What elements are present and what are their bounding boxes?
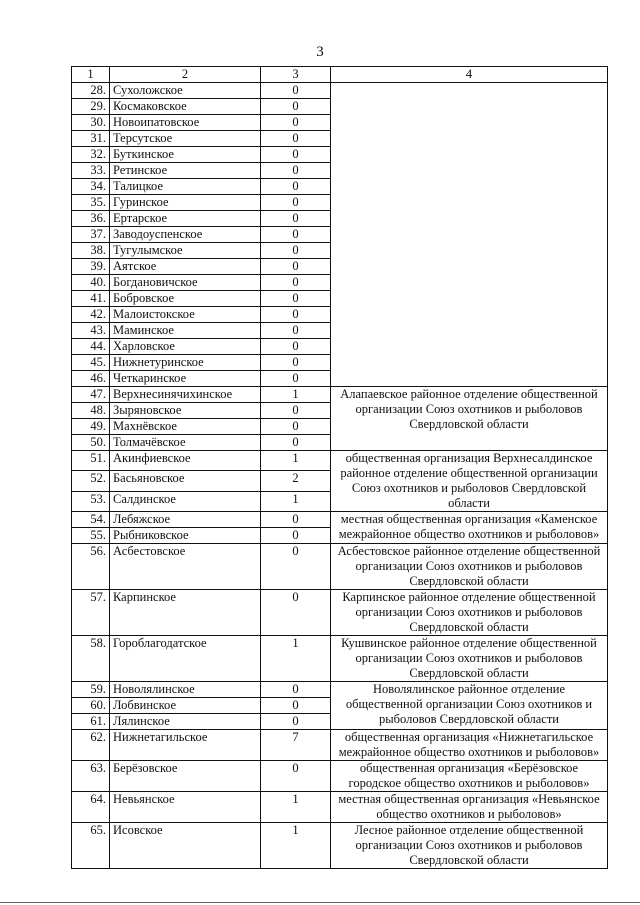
- row-number: 63.: [72, 761, 110, 792]
- column-header-1: 1: [72, 67, 110, 83]
- municipality-name: Салдинское: [110, 491, 261, 511]
- row-number: 39.: [72, 259, 110, 275]
- municipality-name: Лебяжское: [110, 512, 261, 528]
- municipality-name: Лялинское: [110, 714, 261, 730]
- municipality-name: Невьянское: [110, 792, 261, 823]
- municipality-name: Богдановичское: [110, 275, 261, 291]
- organization-name: Алапаевское районное отделение общественной организации Союз охотников и рыболовов Свердловской области: [331, 387, 608, 451]
- count-value: 0: [261, 761, 331, 792]
- row-number: 30.: [72, 115, 110, 131]
- municipality-name: Ертарское: [110, 211, 261, 227]
- row-number: 46.: [72, 371, 110, 387]
- table-row: [72, 451, 608, 471]
- row-number: 65.: [72, 823, 110, 869]
- municipality-name: Аятское: [110, 259, 261, 275]
- organization-name: Лесное районное отделение общественной организации Союз охотников и рыболовов Свердловской области: [331, 823, 608, 869]
- count-value: 1: [261, 491, 331, 511]
- row-number: 38.: [72, 243, 110, 259]
- row-number: 59.: [72, 682, 110, 698]
- organization-name: местная общественная организация «Невьянское общество охотников и рыболовов»: [331, 792, 608, 823]
- row-number: 43.: [72, 323, 110, 339]
- table-row: [72, 636, 608, 682]
- count-value: 0: [261, 211, 331, 227]
- row-number: 53.: [72, 491, 110, 511]
- municipality-name: Харловское: [110, 339, 261, 355]
- count-value: 0: [261, 163, 331, 179]
- count-value: 0: [261, 179, 331, 195]
- organization-name: Новолялинское районное отделение общественной организации Союз охотников и рыболовов Свердловской области: [331, 682, 608, 730]
- column-header-3: 3: [261, 67, 331, 83]
- count-value: 0: [261, 115, 331, 131]
- hunting-grounds-table: [71, 66, 608, 869]
- row-number: 62.: [72, 730, 110, 761]
- municipality-name: Терсутское: [110, 131, 261, 147]
- row-number: 36.: [72, 211, 110, 227]
- municipality-name: Зыряновское: [110, 403, 261, 419]
- table-header-row: [72, 67, 608, 83]
- row-number: 49.: [72, 419, 110, 435]
- table-row: [72, 544, 608, 590]
- count-value: 0: [261, 275, 331, 291]
- municipality-name: Нижнетагильское: [110, 730, 261, 761]
- municipality-name: Ретинское: [110, 163, 261, 179]
- organization-name: Асбестовское районное отделение общественной организации Союз охотников и рыболовов Свердловской области: [331, 544, 608, 590]
- row-number: 61.: [72, 714, 110, 730]
- count-value: 0: [261, 147, 331, 163]
- count-value: 1: [261, 823, 331, 869]
- count-value: 1: [261, 792, 331, 823]
- row-number: 42.: [72, 307, 110, 323]
- row-number: 41.: [72, 291, 110, 307]
- municipality-name: Махнёвское: [110, 419, 261, 435]
- count-value: 0: [261, 355, 331, 371]
- organization-name: Карпинское районное отделение общественной организации Союз охотников и рыболовов Свердловской области: [331, 590, 608, 636]
- count-value: 0: [261, 435, 331, 451]
- municipality-name: Четкаринское: [110, 371, 261, 387]
- row-number: 33.: [72, 163, 110, 179]
- table-row: [72, 387, 608, 403]
- count-value: 0: [261, 590, 331, 636]
- count-value: 1: [261, 387, 331, 403]
- municipality-name: Гороблагодатское: [110, 636, 261, 682]
- row-number: 58.: [72, 636, 110, 682]
- organization-name: общественная организация Верхнесалдинское районное отделение общественной организации Союз охотников и рыболовов Свердловской области: [331, 451, 608, 512]
- count-value: 1: [261, 451, 331, 471]
- organization-name: местная общественная организация «Каменское межрайонное общество охотников и рыболовов»: [331, 512, 608, 544]
- count-value: 0: [261, 83, 331, 99]
- count-value: 0: [261, 291, 331, 307]
- municipality-name: Новоипатовское: [110, 115, 261, 131]
- municipality-name: Гуринское: [110, 195, 261, 211]
- row-number: 57.: [72, 590, 110, 636]
- column-header-2: 2: [110, 67, 261, 83]
- count-value: 0: [261, 419, 331, 435]
- row-number: 40.: [72, 275, 110, 291]
- municipality-name: Новолялинское: [110, 682, 261, 698]
- municipality-name: Сухоложское: [110, 83, 261, 99]
- count-value: 1: [261, 636, 331, 682]
- count-value: 0: [261, 323, 331, 339]
- municipality-name: Карпинское: [110, 590, 261, 636]
- row-number: 51.: [72, 451, 110, 471]
- municipality-name: Космаковское: [110, 99, 261, 115]
- count-value: 0: [261, 714, 331, 730]
- count-value: 0: [261, 259, 331, 275]
- municipality-name: Тугулымское: [110, 243, 261, 259]
- municipality-name: Талицкое: [110, 179, 261, 195]
- municipality-name: Басьяновское: [110, 471, 261, 491]
- row-number: 32.: [72, 147, 110, 163]
- municipality-name: Толмачёвское: [110, 435, 261, 451]
- organization-name: общественная организация «Берёзовское городское общество охотников и рыболовов»: [331, 761, 608, 792]
- row-number: 45.: [72, 355, 110, 371]
- row-number: 48.: [72, 403, 110, 419]
- municipality-name: Акинфиевское: [110, 451, 261, 471]
- municipality-name: Исовское: [110, 823, 261, 869]
- municipality-name: Лобвинское: [110, 698, 261, 714]
- table-row: [72, 730, 608, 761]
- table-row: [72, 761, 608, 792]
- count-value: 7: [261, 730, 331, 761]
- row-number: 47.: [72, 387, 110, 403]
- row-number: 35.: [72, 195, 110, 211]
- row-number: 34.: [72, 179, 110, 195]
- count-value: 0: [261, 512, 331, 528]
- municipality-name: Рыбниковское: [110, 528, 261, 544]
- municipality-name: Бобровское: [110, 291, 261, 307]
- row-number: 29.: [72, 99, 110, 115]
- organization-name: Кушвинское районное отделение общественной организации Союз охотников и рыболовов Свердловской области: [331, 636, 608, 682]
- table-row: [72, 512, 608, 528]
- row-number: 28.: [72, 83, 110, 99]
- count-value: 0: [261, 195, 331, 211]
- count-value: 0: [261, 698, 331, 714]
- footer-line: [0, 902, 640, 903]
- municipality-name: Заводоуспенское: [110, 227, 261, 243]
- row-number: 54.: [72, 512, 110, 528]
- organization-name: общественная организация «Нижнетагильское межрайонное общество охотников и рыболовов»: [331, 730, 608, 761]
- row-number: 50.: [72, 435, 110, 451]
- count-value: 0: [261, 403, 331, 419]
- organization-empty: [331, 83, 608, 387]
- municipality-name: Нижнетуринское: [110, 355, 261, 371]
- row-number: 55.: [72, 528, 110, 544]
- count-value: 0: [261, 131, 331, 147]
- row-number: 31.: [72, 131, 110, 147]
- count-value: 0: [261, 307, 331, 323]
- row-number: 64.: [72, 792, 110, 823]
- municipality-name: Малоистокское: [110, 307, 261, 323]
- count-value: 0: [261, 99, 331, 115]
- municipality-name: Асбестовское: [110, 544, 261, 590]
- count-value: 0: [261, 682, 331, 698]
- row-number: 37.: [72, 227, 110, 243]
- municipality-name: Берёзовское: [110, 761, 261, 792]
- municipality-name: Верхнесинячихинское: [110, 387, 261, 403]
- column-header-4: 4: [331, 67, 608, 83]
- table-row: [72, 590, 608, 636]
- municipality-name: Буткинское: [110, 147, 261, 163]
- row-number: 44.: [72, 339, 110, 355]
- count-value: 0: [261, 227, 331, 243]
- row-number: 60.: [72, 698, 110, 714]
- row-number: 52.: [72, 471, 110, 491]
- table-row: [72, 682, 608, 698]
- count-value: 0: [261, 371, 331, 387]
- count-value: 0: [261, 544, 331, 590]
- table-row: [72, 823, 608, 869]
- count-value: 0: [261, 528, 331, 544]
- count-value: 0: [261, 339, 331, 355]
- municipality-name: Маминское: [110, 323, 261, 339]
- table-row: [72, 83, 608, 99]
- page-number: 3: [316, 44, 324, 60]
- count-value: 0: [261, 243, 331, 259]
- table-row: [72, 792, 608, 823]
- count-value: 2: [261, 471, 331, 491]
- row-number: 56.: [72, 544, 110, 590]
